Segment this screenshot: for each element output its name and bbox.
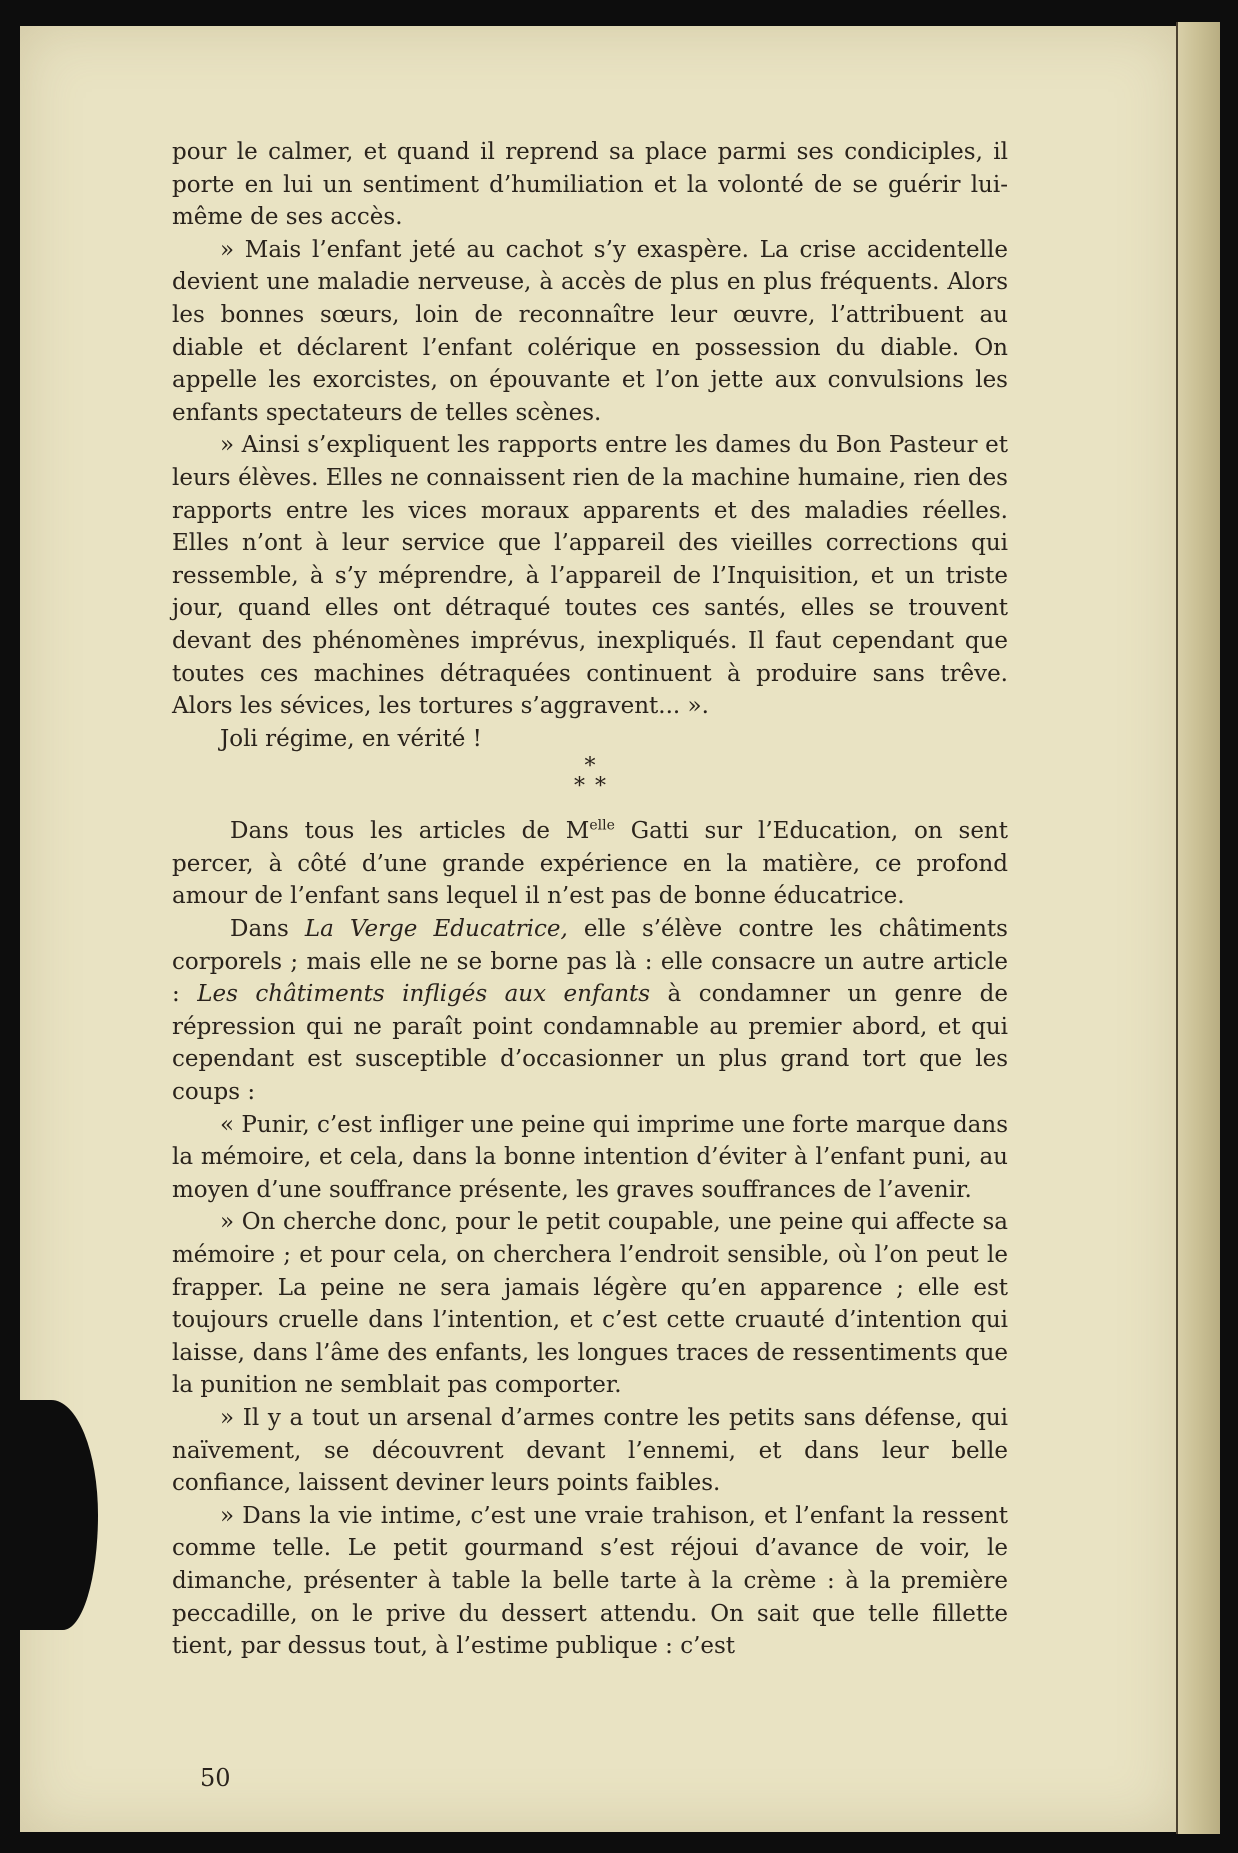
- superscript: elle: [589, 817, 615, 834]
- paragraph: » Mais l’enfant jeté au cachot s’y exaspère. La crise accidentelle devient une maladie nerveuse, à accès de plus en plus fréquents. Alors les bonnes sœurs, loin de reconnaître leur œuvre, l’attribuent au diable et déclarent l’enfant colérique en possession du diable. On appelle les exorcistes, on épouvante et l’on jette aux convulsions les enfants spectateurs de telles scènes.: [172, 236, 1008, 426]
- quote-paragraph: « Punir, c’est infliger une peine qui imprime une forte marque dans la mémoire, et cela, dans la bonne intention d’éviter à l’enfant puni, au moyen d’une souffrance présente, les graves souffrances de l’avenir.: [172, 1111, 1008, 1203]
- italic-title: Les châtiments infligés aux enfants: [197, 981, 651, 1008]
- quote-paragraph: » On cherche donc, pour le petit coupable, une peine qui affecte sa mémoire ; et pour cela, on cherchera l’endroit sensible, où l’on peut le frapper. La peine ne sera jamais légère qu’en apparence ; elle est toujours cruelle dans l’intention, et c’est cette cruauté d’intention qui laisse, dans l’âme des enfants, les longues traces de ressentiments que la punition ne semblait pas comporter.: [172, 1209, 1008, 1399]
- text-run: Dans tous les articles de M: [230, 818, 590, 845]
- text-run: Gatti sur l’Education, on sent percer, à côté d’une grande expérience en la matière, ce profond amour de l’enfant sans lequel il n’est pas de bonne éducatrice.: [172, 818, 1008, 910]
- quote-paragraph: » Dans la vie intime, c’est une vraie trahison, et l’enfant la ressent comme telle. Le petit gourmand s’est réjoui d’avance de voir, le dimanche, présenter à table la belle tarte à la crème : à la première peccadille, on le prive du dessert attendu. On sait que telle fillette tient, par dessus tout, à l’estime publique : c’est: [172, 1502, 1008, 1660]
- paragraph: pour le calmer, et quand il reprend sa place parmi ses condiciples, il porte en lui un sentiment d’humiliation et la volonté de se guérir lui-même de ses accès.: [172, 139, 1008, 231]
- paragraph: [172, 815, 1008, 913]
- section-break-asterism: [172, 754, 1008, 800]
- page-edge: [1176, 22, 1220, 1834]
- body-text: [172, 136, 1008, 1663]
- quote-paragraph: » Il y a tout un arsenal d’armes contre les petits sans défense, qui naïvement, se découvrent devant l’ennemi, et dans leur belle confiance, laissent deviner leurs points faibles.: [172, 1404, 1008, 1497]
- page-number: 50: [200, 1764, 231, 1792]
- paragraph: Joli régime, en vérité !: [220, 725, 482, 752]
- italic-title: La Verge Educatrice,: [304, 916, 568, 943]
- text-run: Dans: [230, 916, 305, 943]
- paragraph: » Ainsi s’expliquent les rapports entre les dames du Bon Pasteur et leurs élèves. Elles ne connaissent rien de la machine humaine, rien des rapports entre les vices moraux apparents et des maladies réelles. Elles n’ont à leur service que l’appareil des vieilles corrections qui ressemble, à s’y méprendre, à l’appareil de l’Inquisition, et un triste jour, quand elles ont détraqué toutes ces santés, elles se trouvent devant des phénomènes imprévus, inexpliqués. Il faut cependant que toutes ces machines détraquées continuent à produire sans trêve. Alors les sévices, les tortures s’aggravent... ».: [172, 432, 1008, 720]
- paragraph: [172, 913, 1008, 1109]
- asterism-top: *: [584, 754, 596, 780]
- text-run: à condamner un genre de répression qui ne paraît point condamnable au premier abord, et qui cependant est susceptible d’occasionner un plus grand tort que les coups :: [172, 981, 1009, 1106]
- text-run: elle s’élève contre les châtiments corporels ; mais elle ne se borne pas là : elle consacre un autre article :: [172, 916, 1008, 1008]
- asterism-bottom: **: [574, 774, 616, 800]
